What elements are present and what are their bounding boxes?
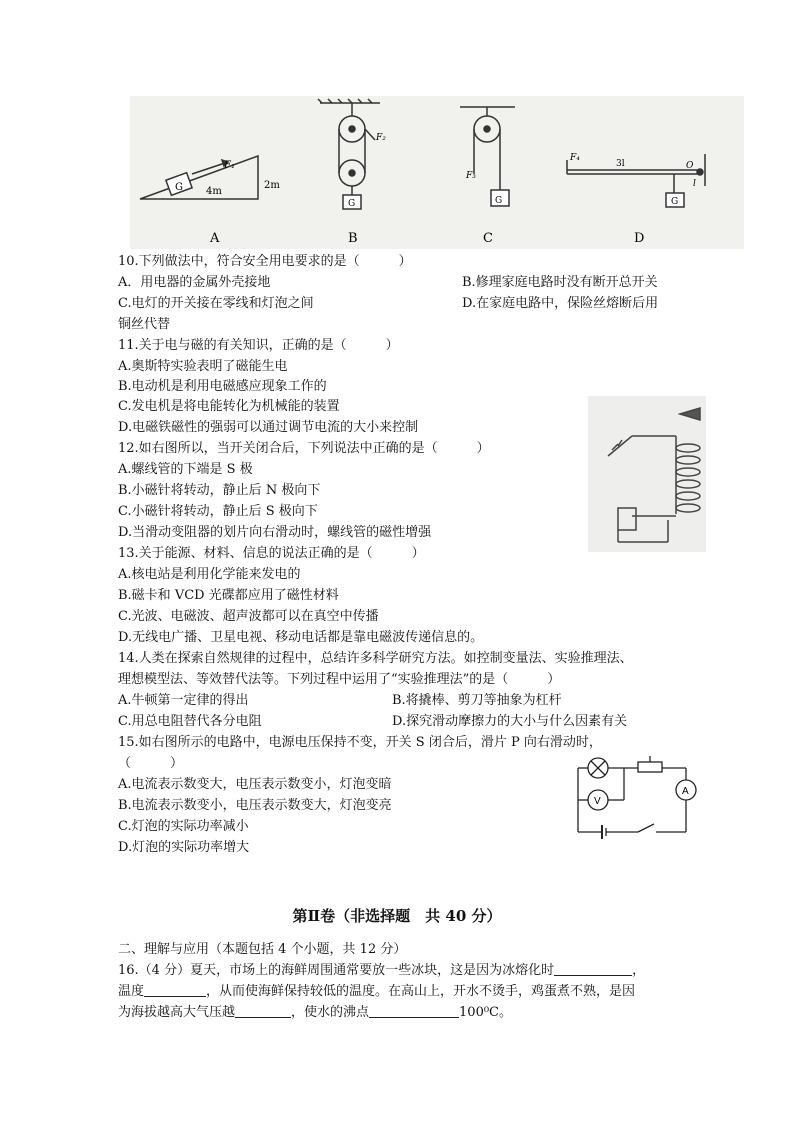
- circuit-diagram: [568, 752, 702, 844]
- q16-blank-2[interactable]: [144, 982, 206, 997]
- q12-option-d: D.当滑动变阻器的划片向右滑动时，螺线管的磁性增强: [118, 525, 432, 540]
- label-f1: F₁: [224, 160, 235, 171]
- q13-stem: 13.关于能源、材料、信息的说法正确的是（ ）: [118, 546, 425, 561]
- q10-option-b: B.修理家庭电路时没有断开总开关: [462, 275, 658, 290]
- voltmeter-label: V: [594, 796, 601, 807]
- label-3l: 3l: [616, 159, 625, 169]
- q16-line-1: [118, 961, 645, 980]
- solenoid-figure: [588, 396, 706, 552]
- q16-text-3b: ，使水的沸点: [291, 1005, 370, 1020]
- q15-option-c: C.灯泡的实际功率减小: [118, 819, 249, 834]
- label-f3: F₃: [466, 171, 476, 181]
- q14-stem-2: 理想模型法、等效替代法等。下列过程中运用了“实验推理法”的是（ ）: [118, 672, 561, 687]
- figure-label-d: D: [634, 231, 645, 246]
- q13-option-c: C.光波、电磁波、超声波都可以在真空中传播: [118, 609, 379, 624]
- q12-option-a: A.螺线管的下端是 S 极: [118, 462, 253, 477]
- label-f2: F₂: [376, 133, 386, 143]
- q13-option-a: A.核电站是利用化学能来发电的: [118, 567, 301, 582]
- q16-line-3: [118, 1003, 512, 1022]
- figure-d-lever: [567, 154, 705, 207]
- q14-stem-1: 14.人类在探索自然规律的过程中，总结许多科学研究方法。如控制变量法、实验推理法、: [118, 651, 633, 666]
- q12-option-b: B.小磁针将转动，静止后 N 极向下: [118, 483, 321, 498]
- q12-option-c: C.小磁针将转动，静止后 S 极向下: [118, 504, 318, 519]
- circuit-figure: [568, 752, 702, 844]
- q10-option-c: C.电灯的开关接在零线和灯泡之间: [118, 296, 314, 311]
- q15-option-a: A.电流表示数变大，电压表示数变小，灯泡变暗: [118, 777, 392, 792]
- label-l: l: [693, 179, 696, 189]
- figure-label-b: B: [348, 231, 358, 246]
- q11-option-a: A.奥斯特实验表明了磁能生电: [118, 359, 288, 374]
- q16-text-3c: 100⁰C。: [459, 1005, 513, 1020]
- q16-blank-3[interactable]: [235, 1003, 291, 1018]
- q15-option-b: B.电流表示数变小，电压表示数变大，灯泡变亮: [118, 798, 392, 813]
- q13-option-b: B.磁卡和 VCD 光碟都应用了磁性材料: [118, 588, 339, 603]
- q16-line-2: [118, 982, 635, 1001]
- label-g-d: G: [671, 197, 679, 207]
- part-2-heading: 二、理解与应用（本题包括 4 个小题，共 12 分）: [118, 942, 407, 957]
- q11-option-c: C.发电机是将电能转化为机械能的装置: [118, 399, 340, 414]
- q13-option-d: D.无线电广播、卫星电视、移动电话都是靠电磁波传递信息的。: [118, 630, 484, 645]
- q14-option-a: A.牛顿第一定律的得出: [118, 693, 249, 708]
- figure-b-pulley-block: [318, 99, 380, 209]
- label-g-c: G: [495, 196, 503, 206]
- label-2m: 2m: [264, 180, 280, 191]
- q11-stem: 11.关于电与磁的有关知识，正确的是（ ）: [118, 338, 399, 353]
- q14-option-b: B.将撬棒、剪刀等抽象为杠杆: [392, 693, 562, 708]
- q12-stem: 12.如右图所以，当开关闭合后，下列说法中正确的是（ ）: [118, 441, 490, 456]
- figure-c-fixed-pulley: [460, 107, 515, 206]
- q11-option-d: D.电磁铁磁性的强弱可以通过调节电流的大小来控制: [118, 420, 419, 435]
- q16-blank-1[interactable]: [554, 961, 632, 976]
- q10-option-d-cont: 铜丝代替: [118, 317, 171, 332]
- label-g-a: G: [175, 182, 183, 193]
- ammeter-label: A: [682, 786, 689, 797]
- q16-text-1b: ，: [632, 963, 646, 978]
- label-o: O: [686, 161, 694, 171]
- figure-a-incline: [140, 156, 258, 199]
- label-4m: 4m: [206, 186, 222, 197]
- q16-text-2a: 温度: [118, 984, 145, 999]
- section-2-title: 第Ⅱ卷（非选择题 共 40 分）: [292, 907, 502, 925]
- q15-stem-2: （ ）: [118, 756, 184, 771]
- q15-stem-1: 15.如右图所示的电路中，电源电压保持不变，开关 S 闭合后，滑片 P 向右滑动时，: [118, 735, 602, 750]
- simple-machines-figure: [130, 96, 744, 249]
- q14-option-c: C.用总电阻替代各分电阻: [118, 714, 262, 729]
- q11-option-b: B.电动机是利用电磁感应现象工作的: [118, 379, 327, 394]
- q16-text-2b: ，从而使海鲜保持较低的温度。在高山上，开水不烫手，鸡蛋煮不熟，是因: [206, 984, 636, 999]
- figure-label-a: A: [210, 231, 220, 246]
- label-g-b: G: [348, 199, 356, 209]
- q16-blank-4[interactable]: [369, 1003, 459, 1018]
- label-f4: F₄: [570, 153, 580, 163]
- q15-option-d: D.灯泡的实际功率增大: [118, 840, 250, 855]
- q10-stem: 10.下列做法中，符合安全用电要求的是（ ）: [118, 254, 412, 269]
- q10-option-a: A．用电器的金属外壳接地: [118, 275, 271, 290]
- solenoid-diagram: [588, 396, 706, 552]
- figure-label-c: C: [483, 231, 493, 246]
- q14-option-d: D.探究滑动摩擦力的大小与什么因素有关: [392, 714, 628, 729]
- q16-text-1: 16.（4 分）夏天，市场上的海鲜周围通常要放一些冰块，这是因为冰熔化时: [118, 963, 555, 978]
- simple-machines-diagram: [130, 96, 744, 249]
- q10-option-d: D.在家庭电路中，保险丝熔断后用: [462, 296, 659, 311]
- q16-text-3a: 为海拔越高大气压越: [118, 1005, 236, 1020]
